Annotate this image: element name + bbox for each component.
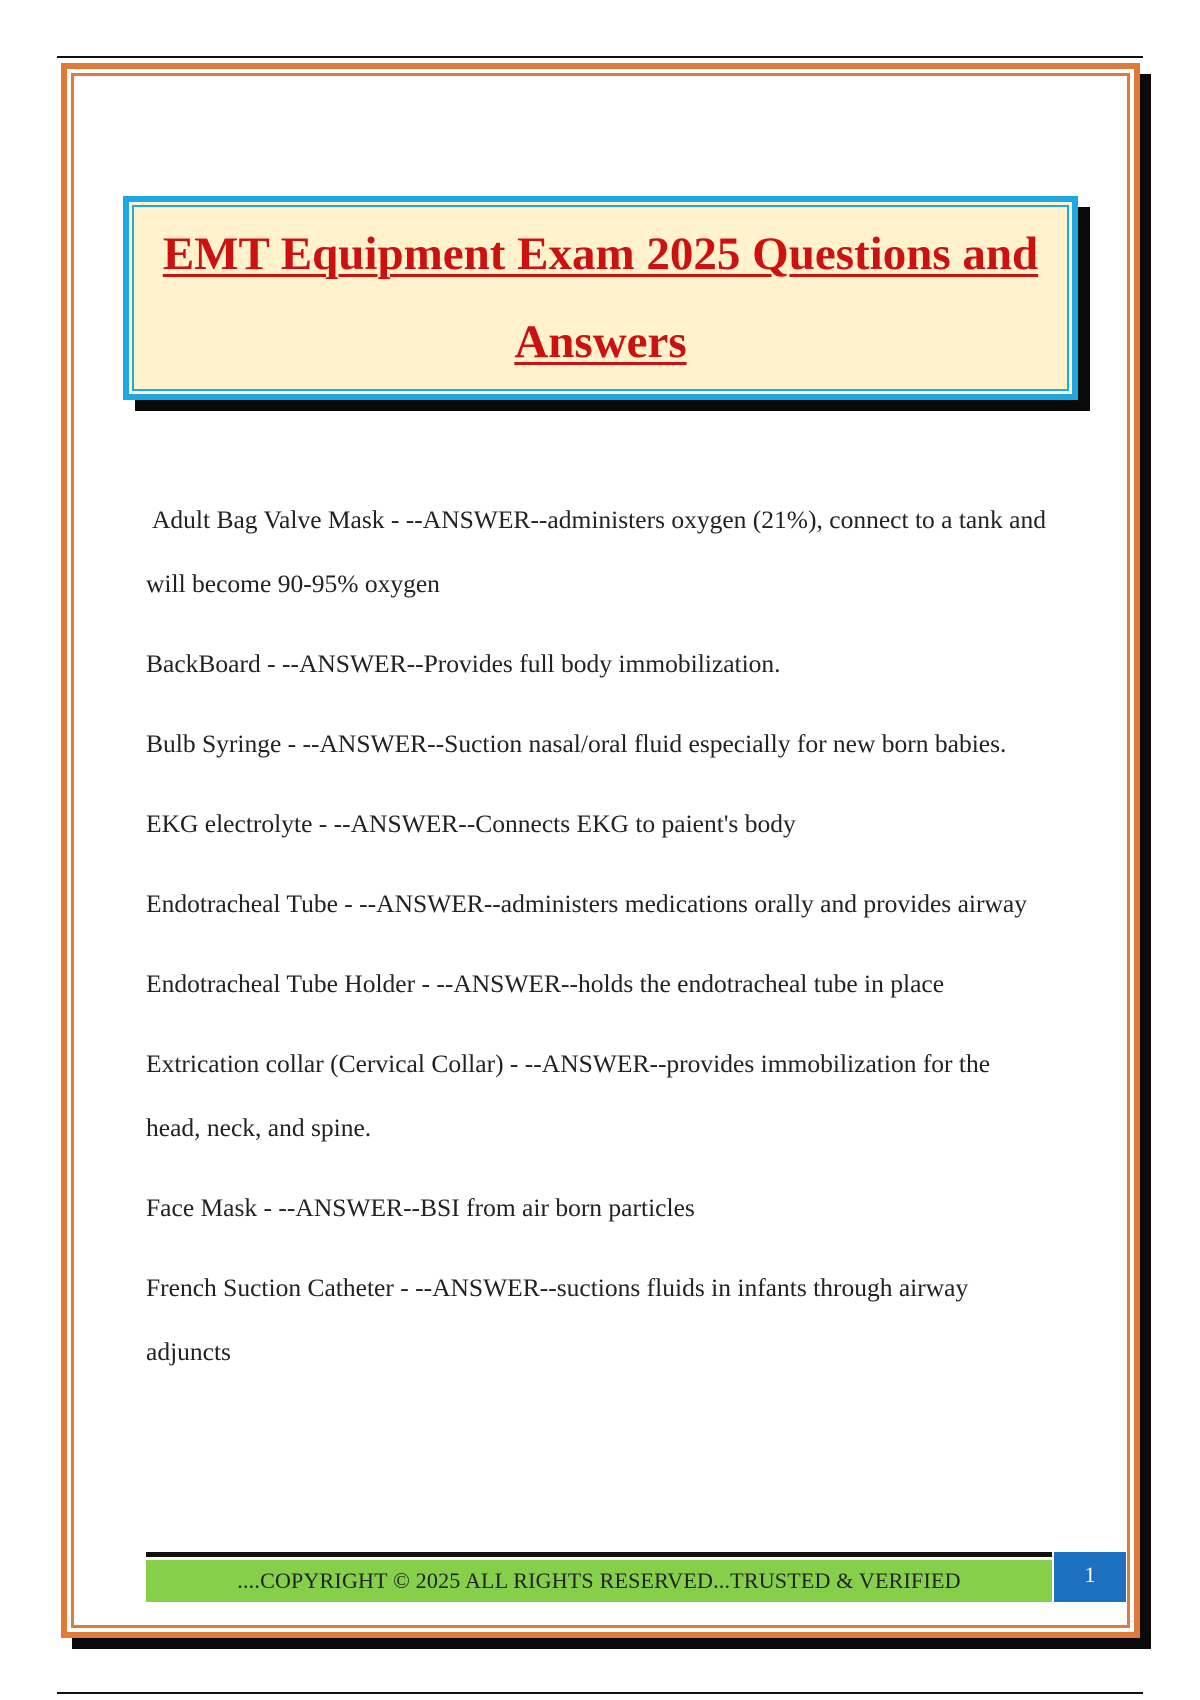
qa-entry: French Suction Catheter - --ANSWER--suctions fluids in infants through airway adjuncts — [146, 1273, 969, 1366]
page-number: 1 — [1054, 1552, 1126, 1602]
qa-entry: Adult Bag Valve Mask - --ANSWER--administers oxygen (21%), connect to a tank and will become 90-95% oxygen — [146, 505, 1046, 598]
document-title: EMT Equipment Exam 2025 Questions and Answers — [162, 228, 1039, 368]
qa-entry: EKG electrolyte - --ANSWER--Connects EKG to paient's body — [146, 809, 796, 838]
qa-entry: Endotracheal Tube - --ANSWER--administers medications orally and provides airway — [146, 889, 1027, 918]
copyright-footer: ....COPYRIGHT © 2025 ALL RIGHTS RESERVED...TRUSTED & VERIFIED — [146, 1560, 1052, 1602]
qa-entry: Bulb Syringe - --ANSWER--Suction nasal/oral fluid especially for new born babies. — [146, 729, 1007, 758]
title-box — [123, 196, 1078, 400]
qa-list — [146, 488, 1046, 1400]
qa-entry: Face Mask - --ANSWER--BSI from air born particles — [146, 1193, 695, 1222]
footer-rule — [146, 1552, 1052, 1557]
qa-entry: Endotracheal Tube Holder - --ANSWER--holds the endotracheal tube in place — [146, 969, 945, 998]
qa-entry: Extrication collar (Cervical Collar) - --ANSWER--provides immobilization for the head, neck, and spine. — [146, 1049, 991, 1142]
qa-entry: BackBoard - --ANSWER--Provides full body immobilization. — [146, 649, 781, 678]
bottom-rule — [57, 1692, 1143, 1694]
top-rule — [57, 56, 1143, 58]
